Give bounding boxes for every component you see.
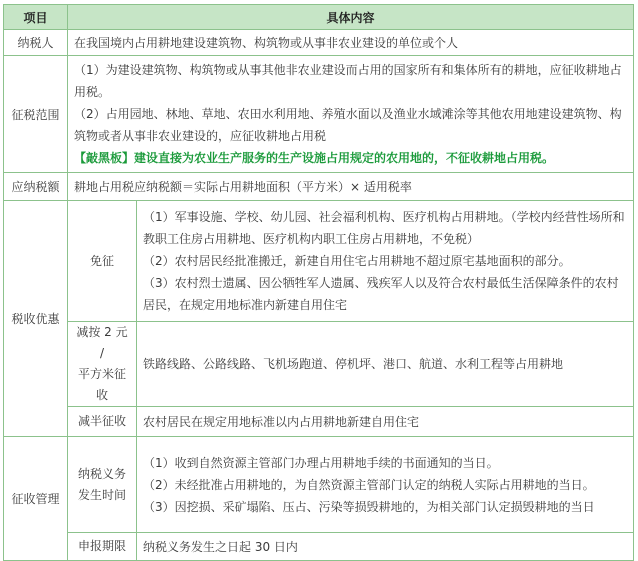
obligation-label-line2: 发生时间	[77, 487, 126, 502]
scope-p2: （2）占用园地、林地、草地、农田水利用地、养殖水面以及渔业水域滩涂等其他农用地建设建筑物、构筑物或者从事非农业建设的，应征收耕地占用税	[74, 107, 622, 143]
obligation-p1: （1）收到自然资源主管部门办理占用耕地手续的书面通知的当日。	[143, 455, 499, 470]
taxpayer-text: 在我国境内占用耕地建设建筑物、构筑物或从事非农业建设的单位或个人	[68, 30, 634, 56]
deadline-label: 申报期限	[68, 533, 137, 561]
obligation-p3: （3）因挖损、采矿塌陷、压占、污染等损毁耕地的，为相关部门认定损毁耕地的当日	[143, 499, 595, 514]
exempt-content	[137, 201, 634, 322]
obligation-p2: （2）未经批准占用耕地的，为自然资源主管部门认定的纳税人实际占用耕地的当日。	[143, 477, 595, 492]
reduce2-row	[4, 322, 634, 407]
amount-label: 应纳税额	[4, 173, 68, 201]
scope-p1: （1）为建设建筑物、构筑物或从事其他非农业建设而占用的国家所有和集体所有的耕地，应征收耕地占用税。	[74, 63, 622, 99]
exempt-label: 免征	[68, 201, 137, 322]
obligation-content	[137, 437, 634, 533]
taxpayer-label: 纳税人	[4, 30, 68, 56]
scope-highlight: 【敲黑板】建设直接为农业生产服务的生产设施占用规定的农用地的，不征收耕地占用税。	[74, 151, 555, 165]
scope-content	[68, 56, 634, 173]
management-label: 征收管理	[4, 437, 68, 561]
half-row	[4, 407, 634, 437]
header-item: 项目	[4, 5, 68, 30]
obligation-label	[68, 437, 137, 533]
header-row	[4, 5, 634, 30]
obligation-row	[4, 437, 634, 533]
half-text: 农村居民在规定用地标准以内占用耕地新建自用住宅	[137, 407, 634, 437]
deadline-text: 纳税义务发生之日起 30 日内	[137, 533, 634, 561]
obligation-label-line1: 纳税义务	[77, 466, 126, 481]
reduce2-label	[68, 322, 137, 407]
exempt-p2: （2）农村居民经批准搬迁，新建自用住宅占用耕地不超过原宅基地面积的部分。	[143, 254, 571, 268]
reduce2-label-line1: 减按 2 元 /	[76, 325, 128, 360]
exempt-row	[4, 201, 634, 322]
scope-row	[4, 56, 634, 173]
deadline-row	[4, 533, 634, 561]
amount-text: 耕地占用税应纳税额＝实际占用耕地面积（平方米）× 适用税率	[68, 173, 634, 201]
scope-label: 征税范围	[4, 56, 68, 173]
reduce2-text: 铁路线路、公路线路、飞机场跑道、停机坪、港口、航道、水利工程等占用耕地	[137, 322, 634, 407]
half-label: 减半征收	[68, 407, 137, 437]
taxpayer-row	[4, 30, 634, 56]
exempt-p1: （1）军事设施、学校、幼儿园、社会福利机构、医疗机构占用耕地。（学校内经营性场所和教职工住房占用耕地、医疗机构内职工住房占用耕地，不免税）	[143, 210, 625, 246]
reduce2-label-line2: 平方米征收	[77, 367, 126, 402]
exempt-p3: （3）农村烈士遗属、因公牺牲军人遗属、残疾军人以及符合农村最低生活保障条件的农村居民，在规定用地标准内新建自用住宅	[143, 276, 619, 312]
preference-label: 税收优惠	[4, 201, 68, 437]
tax-table	[3, 4, 634, 561]
header-content: 具体内容	[68, 5, 634, 30]
amount-row	[4, 173, 634, 201]
